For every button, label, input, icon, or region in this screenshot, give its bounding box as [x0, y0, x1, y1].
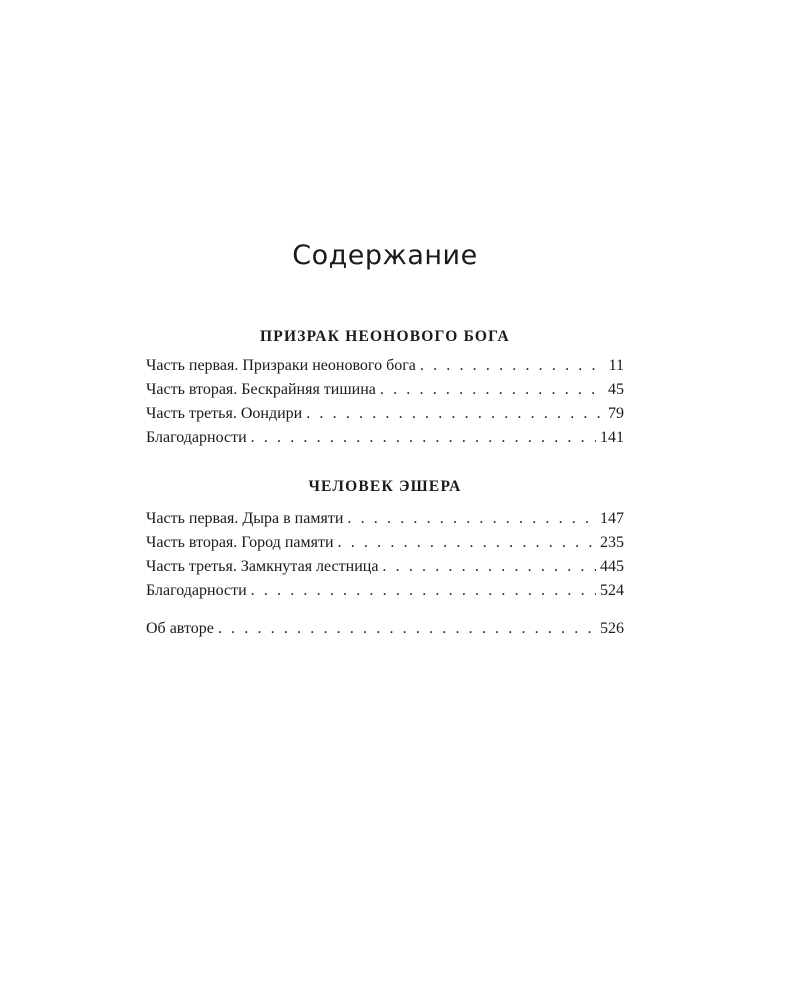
toc-entry[interactable] [146, 378, 624, 402]
entry-page-number: 526 [600, 620, 624, 637]
entry-page-number: 147 [600, 510, 624, 527]
dot-leader [338, 531, 596, 555]
toc-entry[interactable] [146, 531, 624, 555]
entry-title: Часть первая. Дыра в памяти [146, 510, 344, 527]
entry-page-number: 524 [600, 582, 624, 599]
page-title: Содержание [292, 240, 478, 271]
toc-entry[interactable] [146, 617, 624, 641]
entry-page-number: 445 [600, 558, 624, 575]
toc-about-author [146, 617, 624, 641]
entry-title: Часть вторая. Бескрайняя тишина [146, 381, 376, 398]
dot-leader [380, 378, 604, 402]
toc-section-escher-man [146, 475, 624, 603]
dot-leader [306, 402, 604, 426]
entry-title: Часть третья. Оондири [146, 405, 303, 422]
entry-page-number: 11 [608, 357, 624, 374]
toc-entry[interactable] [146, 354, 624, 378]
entry-title: Часть первая. Призраки неонового бога [146, 357, 416, 374]
entry-title: Об авторе [146, 620, 214, 637]
entry-title: Часть третья. Замкнутая лестница [146, 558, 379, 575]
toc-entry[interactable] [146, 555, 624, 579]
section-heading: ПРИЗРАК НЕОНОВОГО БОГА [260, 328, 510, 345]
dot-leader [382, 555, 596, 579]
toc-entry[interactable] [146, 402, 624, 426]
toc-entry[interactable] [146, 426, 624, 450]
entry-title: Благодарности [146, 429, 247, 446]
dot-leader [420, 354, 605, 378]
toc-entry[interactable] [146, 507, 624, 531]
toc-entry[interactable] [146, 579, 624, 603]
dot-leader [251, 426, 596, 450]
entry-title: Часть вторая. Город памяти [146, 534, 334, 551]
entry-page-number: 235 [600, 534, 624, 551]
entry-page-number: 45 [608, 381, 624, 398]
toc-section-neon-god [146, 325, 624, 450]
dot-leader [347, 507, 596, 531]
dot-leader [218, 617, 596, 641]
entry-page-number: 141 [600, 429, 624, 446]
entry-page-number: 79 [608, 405, 624, 422]
entry-title: Благодарности [146, 582, 247, 599]
section-heading: ЧЕЛОВЕК ЭШЕРА [308, 478, 462, 495]
dot-leader [251, 579, 596, 603]
